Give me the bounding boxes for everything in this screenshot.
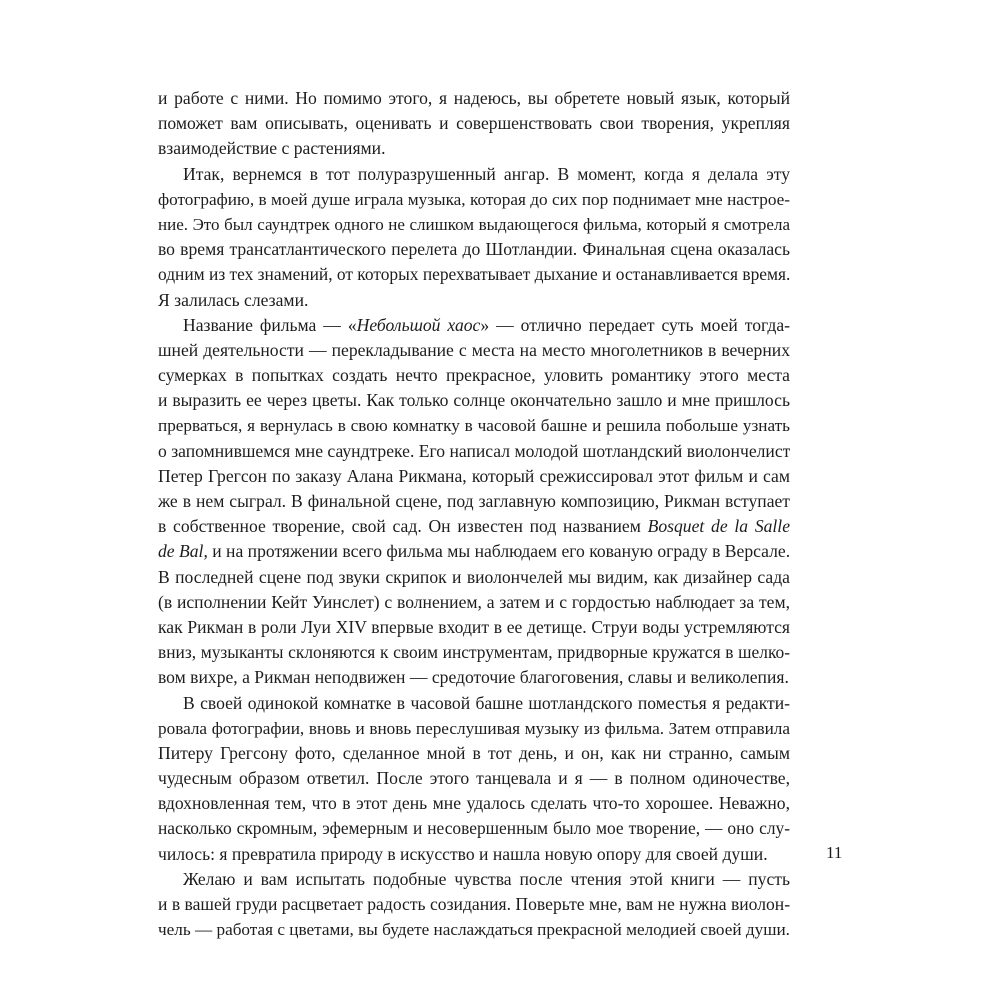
- text-line: и выразить ее через цветы. Как только солнце окончательно зашло и мне пришлось: [158, 390, 790, 411]
- text-line: В своей одинокой комнатке в часовой башне шотландского поместья я редакти-: [183, 692, 790, 713]
- text-line: сумерках в попытках создать нечто прекрасное, уловить романтику этого места: [158, 365, 790, 386]
- text-line: прерваться, я вернулась в свою комнатку в часовой башне и решила побольше узнать: [158, 416, 790, 436]
- text-line: de Bal, и на протяжении всего фильма мы наблюдаем его кованую ограду в Версале.: [158, 541, 790, 562]
- text-line: взаимодействие с растениями.: [158, 138, 386, 159]
- garden-name: Bosquet de la Salle: [647, 516, 790, 537]
- text-line: вниз, музыканты склоняются к своим инструментам, придворные кружатся в шелко-: [158, 642, 790, 663]
- text-line: Я залилась слезами.: [158, 289, 309, 310]
- text-line: же в нем сыграл. В финальной сцене, под заглавную композицию, Рикман вступает: [158, 491, 790, 511]
- text-line: (в исполнении Кейт Уинслет) с волнением, а затем и с гордостью наблюдает за тем,: [158, 591, 790, 612]
- text-line: о запомнившемся мне саундтреке. Его написал молодой шотландский виолончелист: [158, 440, 790, 461]
- text-line: чель — работая с цветами, вы будете наслаждаться прекрасной мелодией своей души.: [158, 920, 790, 940]
- text-line: Желаю и вам испытать подобные чувства после чтения этой книги — пусть: [183, 868, 790, 889]
- text-line: и в вашей груди расцветает радость созидания. Поверьте мне, вам не нужна виолон-: [158, 894, 790, 914]
- text-line: вом вихре, а Рикман неподвижен — средоточие благоговения, славы и великолепия.: [158, 667, 789, 688]
- text-line: в собственное творение, свой сад. Он известен под названием Bosquet de la Salle: [158, 516, 790, 537]
- text-line: Питеру Грегсону фото, сделанное мной в тот день, и он, как ни странно, самым: [158, 742, 790, 763]
- text-line: В последней сцене под звуки скрипок и виолончелей мы видим, как дизайнер сада: [158, 566, 790, 587]
- text-line: чудесным образом ответил. После этого танцевала и я — в полном одиночестве,: [158, 768, 790, 789]
- film-title: Небольшой хаос: [356, 314, 481, 335]
- text-line: Итак, вернемся в тот полуразрушенный ангар. В момент, когда я делала эту: [183, 163, 790, 184]
- text-line: Петер Грегсон по заказу Алана Рикмана, который срежиссировал этот фильм и сам: [158, 465, 790, 486]
- text-line: и работе с ними. Но помимо этого, я надеюсь, вы обретете новый язык, который: [158, 88, 790, 108]
- text-line: чилось: я превратила природу в искусство и нашла новую опору для своей души.: [158, 843, 768, 864]
- text-line: как Рикман в роли Луи XIV впервые входит в ее детище. Струи воды устремляются: [158, 616, 790, 637]
- text-line: ние. Это был саундтрек одного не слишком выдающегося фильма, который я смотрела: [158, 214, 790, 234]
- page-number: 11: [826, 843, 843, 862]
- body-text: [158, 86, 790, 942]
- text-line: во время трансатлантического перелета до Шотландии. Финальная сцена оказалась: [158, 239, 790, 260]
- text-line: фотографию, в моей душе играла музыка, которая до сих пор поднимает мне настрое-: [158, 189, 790, 209]
- text-line: одним из тех знамений, от которых перехватывает дыхание и останавливается время.: [158, 264, 790, 285]
- text-line: шней деятельности — перекладывание с места на место многолетников в вечерних: [158, 339, 790, 360]
- text-line: вдохновленная тем, что в этот день мне удалось сделать что-то хорошее. Неважно,: [158, 793, 790, 814]
- text-line: насколько скромным, эфемерным и несовершенным было мое творение, — оно слу-: [158, 818, 790, 839]
- text-line: ровала фотографии, вновь и вновь переслушивая музыку из фильма. Затем отправила: [158, 718, 790, 738]
- text-line: Название фильма — «Небольшой хаос» — отлично передает суть моей тогда-: [183, 314, 790, 335]
- text-line: поможет вам описывать, оценивать и совершенствовать свои творения, укрепляя: [158, 113, 790, 134]
- garden-name-continued: de Bal: [158, 541, 204, 562]
